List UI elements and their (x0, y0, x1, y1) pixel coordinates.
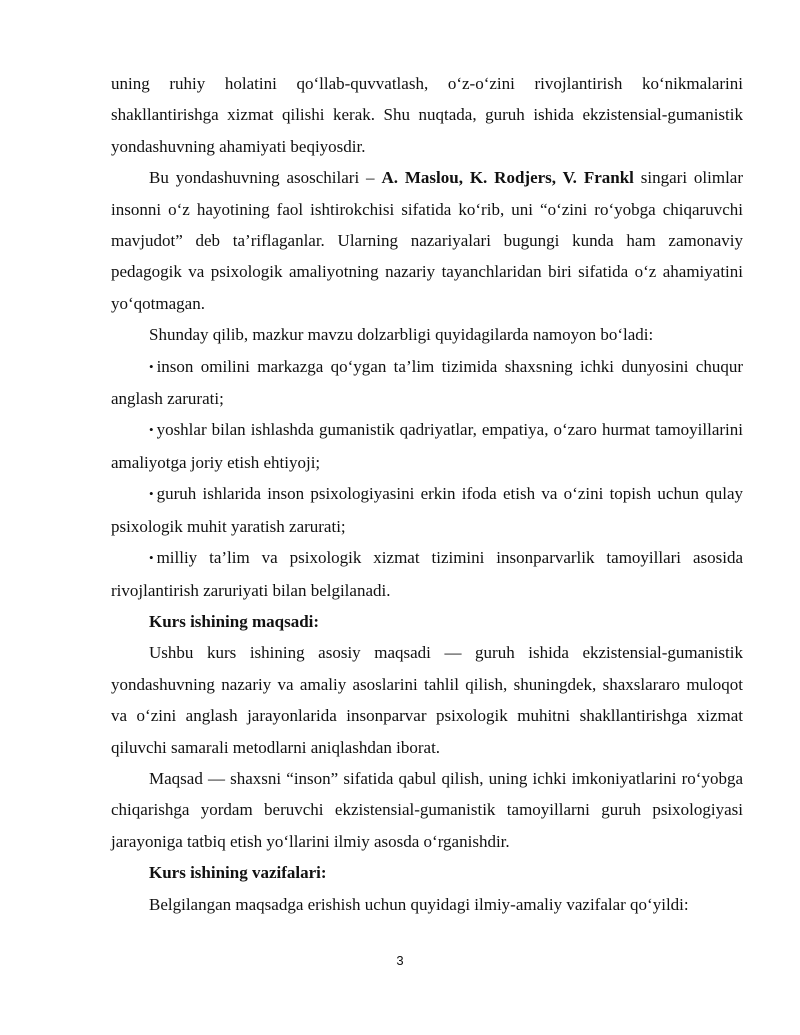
paragraph-tasks: Belgilangan maqsadga erishish uchun quyidagi ilmiy-amaliy vazifalar qo‘yildi: (149, 894, 689, 914)
heading-tasks: Kurs ishining vazifalari: (149, 863, 327, 883)
bullet-text: yoshlar bilan ishlashda gumanistik qadriyatlar, empatiya, o‘zaro hurmat tamoyillarini amaliyotga joriy etish ehtiyoji; (111, 420, 743, 472)
paragraph-relevance: Shunday qilib, mazkur mavzu dolzarbligi quyidagilarda namoyon bo‘ladi: (149, 325, 654, 345)
bullet-item-4 (111, 542, 743, 606)
document-page (111, 68, 743, 920)
founders-text-after: singari olimlar insonni o‘z hayotining faol ishtirokchisi sifatida ko‘rib, uni “o‘zini ro‘yobga chiqaruvchi mavjudot” deb ta’riflaganlar. Ularning nazariyalari bugungi kunda ham zamonaviy pedagogik va psixologik amaliyotning nazariy tayanchlaridan biri sifatida o‘z ahamiyatini yo‘qotmagan. (111, 168, 744, 313)
paragraph-founders (111, 162, 743, 319)
bullet-icon: • (149, 422, 154, 438)
bullet-text: milliy ta’lim va psixologik xizmat tizimini insonparvarlik tamoyillari asosida rivojlantirish zaruriyati bilan belgilanadi. (111, 548, 743, 600)
founders-names: A. Maslou, K. Rodjers, V. Frankl (381, 168, 634, 188)
paragraph-intro: uning ruhiy holatini qo‘llab-quvvatlash, o‘z-o‘zini rivojlantirish ko‘nikmalarini shakllantirishga xizmat qilishi kerak. Shu nuqtada, guruh ishida ekzistensial-gumanistik yondashuvning ahamiyati beqiyosdir. (111, 74, 743, 156)
paragraph-goal-1: Ushbu kurs ishining asosiy maqsadi — guruh ishida ekzistensial-gumanistik yondashuvning nazariy va amaliy asoslarini tahlil qilish, shuningdek, shaxslararo muloqot va o‘zini anglash jarayonlarida insonparvar psixologik muhitni shakllantirishga xizmat qiluvchi samarali metodlarni aniqlashdan iborat. (111, 643, 743, 757)
bullet-text: guruh ishlarida inson psixologiyasini erkin ifoda etish va o‘zini topish uchun qulay psixologik muhit yaratish zarurati; (111, 484, 743, 536)
bullet-item-1 (111, 351, 743, 415)
bullet-text: inson omilini markazga qo‘ygan ta’lim tizimida shaxsning ichki dunyosini chuqur anglash zarurati; (111, 356, 743, 409)
bullet-item-2 (111, 414, 743, 478)
bullet-icon: • (149, 486, 154, 502)
page-number: 3 (396, 953, 404, 968)
paragraph-goal-2: Maqsad — shaxsni “inson” sifatida qabul qilish, uning ichki imkoniyatlarini ro‘yobga chiqarishga yordam beruvchi ekzistensial-gumanistik tamoyillarni guruh psixologiyasi jarayoniga tatbiq etish yo‘llarini ilmiy asosda o‘rganishdir. (111, 768, 743, 851)
heading-goal: Kurs ishining maqsadi: (149, 611, 320, 631)
bullet-icon: • (149, 358, 154, 374)
bullet-item-3 (111, 478, 743, 542)
bullet-icon: • (149, 550, 154, 566)
founders-text-before: Bu yondashuvning asoschilari – (149, 168, 382, 188)
